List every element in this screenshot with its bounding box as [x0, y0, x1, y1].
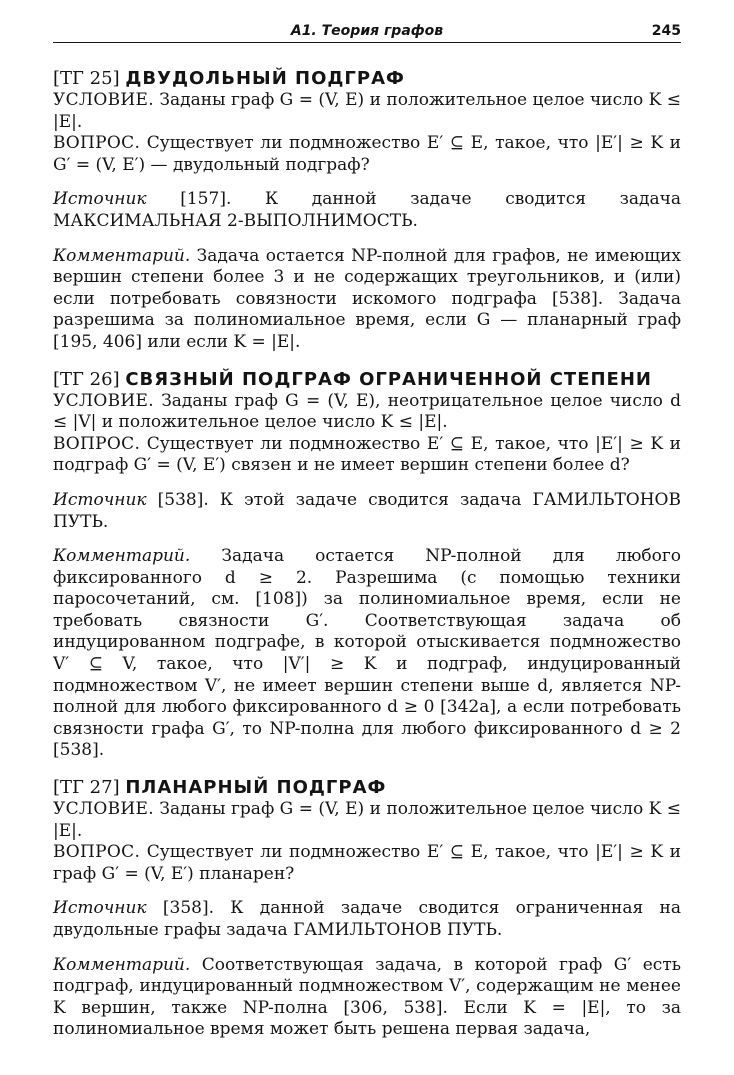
- problem-code: [ТГ 26]: [53, 368, 120, 390]
- problem-condition: [53, 799, 681, 842]
- problem-condition: [53, 90, 681, 133]
- problem-comment: [53, 246, 681, 354]
- condition-text: Заданы граф G = (V, E) и положительное целое число K ≤ |E|.: [53, 799, 681, 841]
- problem-tg27: [53, 776, 681, 1041]
- comment-text: Соответствующая задача, в которой граф G′ есть подграф, индуцированный подмножеством V′, содержащим не менее K вершин, также NP-полна [306, 538]. Если K = |E|, то за полиномиальное время может быть решена первая задача,: [53, 954, 681, 1040]
- problem-question: [53, 842, 681, 885]
- condition-text: Заданы граф G = (V, E) и положительное целое число K ≤ |E|.: [53, 90, 681, 132]
- page-content: [53, 67, 681, 1041]
- problem-heading: [53, 368, 681, 391]
- comment-text: Задача остается NP-полной для любого фиксированного d ≥ 2. Разрешима (с помощью техники паросочетаний, см. [108]) за полиномиальное время, если не требовать связности G′. Соответствующая задача об индуцированном подграфе, в которой отыскивается подмножество V′ ⊆ V, такое, что |V′| ≥ K и подграф, индуцированный подмножеством V′, не имеет вершин степени выше d, является NP-полной для любого фиксированного d ≥ 0 [342a], а если потребовать связности графа G′, то NP-полна для любого фиксированного d ≥ 2 [538].: [53, 546, 682, 761]
- question-label: ВОПРОС.: [53, 842, 141, 863]
- problem-code: [ТГ 27]: [53, 777, 120, 799]
- problem-source: [53, 898, 681, 941]
- question-label: ВОПРОС.: [53, 433, 141, 454]
- comment-label: Комментарий.: [53, 245, 191, 266]
- comment-label: Комментарий.: [53, 954, 191, 975]
- running-head: [53, 20, 681, 43]
- comment-text: Задача остается NP-полной для графов, не имеющих вершин степени более 3 и не содержащих треугольников, и (или) если потребовать совязности искомого подграфа [538]. Задача разрешима за полиномиальное время, если G — планарный граф [195, 406] или если K = |E|.: [53, 245, 682, 352]
- question-label: ВОПРОС.: [53, 133, 141, 154]
- condition-text: Заданы граф G = (V, E), неотрицательное целое число d ≤ |V| и положительное целое число K ≤ |E|.: [53, 390, 682, 433]
- source-text: [538]. К этой задаче сводится задача ГАМИЛЬТОНОВ ПУТЬ.: [53, 489, 681, 532]
- comment-label: Комментарий.: [53, 546, 191, 567]
- condition-label: УСЛОВИЕ.: [53, 799, 154, 820]
- problem-condition: [53, 391, 681, 434]
- problem-heading: [53, 67, 681, 90]
- condition-label: УСЛОВИЕ.: [53, 390, 154, 411]
- question-text: Существует ли подмножество E′ ⊆ E, такое, что |E′| ≥ K и граф G′ = (V, E′) планарен?: [53, 842, 682, 884]
- question-text: Существует ли подмножество E′ ⊆ E, такое, что |E′| ≥ K и G′ = (V, E′) — двудольный подграф?: [53, 133, 682, 175]
- problem-source: [53, 189, 681, 232]
- problem-question: [53, 133, 681, 176]
- source-text: [358]. К данной задаче сводится ограниченная на двудольные графы задача ГАМИЛЬТОНОВ ПУТЬ.: [53, 898, 682, 940]
- condition-label: УСЛОВИЕ.: [53, 90, 154, 110]
- problem-tg26: [53, 368, 681, 763]
- running-head-title: А1. Теория графов: [290, 23, 444, 39]
- problem-name: СВЯЗНЫЙ ПОДГРАФ ОГРАНИЧЕННОЙ СТЕПЕНИ: [125, 368, 652, 390]
- page-number: 245: [651, 23, 681, 39]
- problem-heading: [53, 776, 681, 799]
- problem-name: ДВУДОЛЬНЫЙ ПОДГРАФ: [125, 68, 405, 89]
- problem-source: [53, 490, 681, 533]
- problem-comment: [53, 546, 681, 762]
- problem-comment: [53, 955, 681, 1041]
- question-text: Существует ли подмножество E′ ⊆ E, такое, что |E′| ≥ K и подграф G′ = (V, E′) связен и не имеет вершин степени более d?: [53, 433, 682, 476]
- source-text: [157]. К данной задаче сводится задача МАКСИМАЛЬНАЯ 2-ВЫПОЛНИМОСТЬ.: [53, 189, 682, 231]
- problem-name: ПЛАНАРНЫЙ ПОДГРАФ: [125, 777, 387, 799]
- source-label: Источник: [53, 898, 147, 919]
- source-label: Источник: [53, 189, 147, 210]
- problem-code: [ТГ 25]: [53, 68, 120, 89]
- problem-tg25: [53, 67, 681, 354]
- source-label: Источник: [53, 489, 147, 510]
- problem-question: [53, 434, 681, 477]
